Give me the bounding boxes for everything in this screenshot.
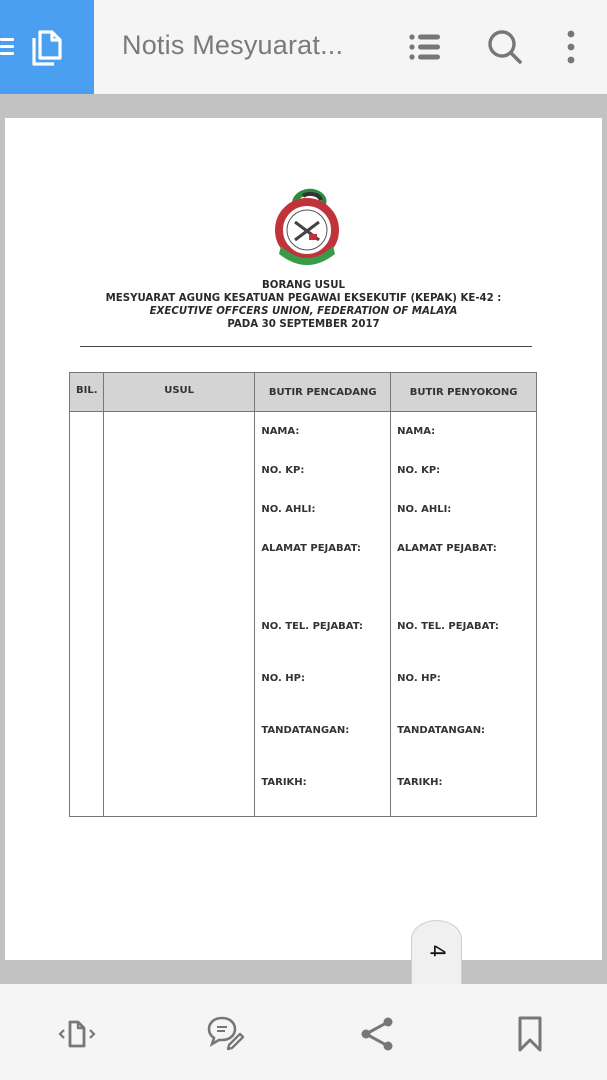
penyokong-field-no-ahli: NO. AHLI: <box>397 504 452 515</box>
penyokong-field-no-hp: NO. HP: <box>397 673 441 684</box>
union-logo <box>269 188 345 268</box>
motion-form-table <box>69 372 537 817</box>
document-viewer[interactable] <box>0 94 607 984</box>
more-vertical-icon[interactable] <box>556 28 586 66</box>
cell-usul <box>103 412 254 817</box>
comment-edit-icon[interactable] <box>206 1014 246 1054</box>
table-header-row <box>70 373 537 412</box>
bookmark-icon[interactable] <box>510 1014 550 1054</box>
pencadang-field-no-kp: NO. KP: <box>261 465 305 476</box>
heading-line-4: PADA 30 SEPTEMBER 2017 <box>227 319 380 330</box>
heading-line-1: BORANG USUL <box>262 280 345 291</box>
document-page <box>5 118 602 960</box>
cell-pencadang <box>255 412 391 817</box>
copy-document-icon <box>30 28 64 66</box>
heading-line-3: EXECUTIVE OFFCERS UNION, FEDERATION OF MALAYA <box>149 306 458 317</box>
list-icon[interactable] <box>406 28 444 66</box>
header-bil: BIL. <box>70 373 104 412</box>
document-heading <box>5 279 602 331</box>
header-butir-pencadang: BUTIR PENCADANG <box>255 373 391 412</box>
page-number: 4 <box>425 944 450 958</box>
pencadang-field-tandatangan: TANDATANGAN: <box>261 725 350 736</box>
penyokong-field-nama: NAMA: <box>397 426 436 437</box>
cell-penyokong <box>391 412 537 817</box>
pencadang-field-no-tel-pejabat: NO. TEL. PEJABAT: <box>261 621 364 632</box>
pencadang-field-nama: NAMA: <box>261 426 300 437</box>
top-app-bar <box>0 0 607 94</box>
pencadang-field-no-ahli: NO. AHLI: <box>261 504 316 515</box>
menu-icon[interactable] <box>0 38 14 59</box>
penyokong-field-tandatangan: TANDATANGAN: <box>397 725 486 736</box>
search-icon[interactable] <box>486 28 524 66</box>
penyokong-field-no-kp: NO. KP: <box>397 465 441 476</box>
pencadang-field-alamat-pejabat: ALAMAT PEJABAT: <box>261 543 361 554</box>
heading-line-2: MESYUARAT AGUNG KESATUAN PEGAWAI EKSEKUTIF (KEPAK) KE-42 : <box>105 293 502 304</box>
heading-divider <box>80 346 532 347</box>
header-butir-penyokong: BUTIR PENYOKONG <box>391 373 537 412</box>
pencadang-field-tarikh: TARIKH: <box>261 777 307 788</box>
table-row <box>70 412 537 817</box>
penyokong-field-no-tel-pejabat: NO. TEL. PEJABAT: <box>397 621 499 632</box>
penyokong-field-alamat-pejabat: ALAMAT PEJABAT: <box>397 543 497 554</box>
document-title: Notis Mesyuarat... <box>122 30 344 60</box>
penyokong-field-tarikh: TARIKH: <box>397 777 443 788</box>
reflow-document-icon[interactable] <box>56 1014 96 1054</box>
bottom-toolbar <box>0 984 607 1080</box>
header-usul: USUL <box>103 373 254 412</box>
cell-bil <box>70 412 104 817</box>
share-icon[interactable] <box>358 1014 398 1054</box>
pencadang-field-no-hp: NO. HP: <box>261 673 305 684</box>
documents-tab[interactable] <box>0 0 94 94</box>
page-number-handle[interactable] <box>411 920 462 984</box>
